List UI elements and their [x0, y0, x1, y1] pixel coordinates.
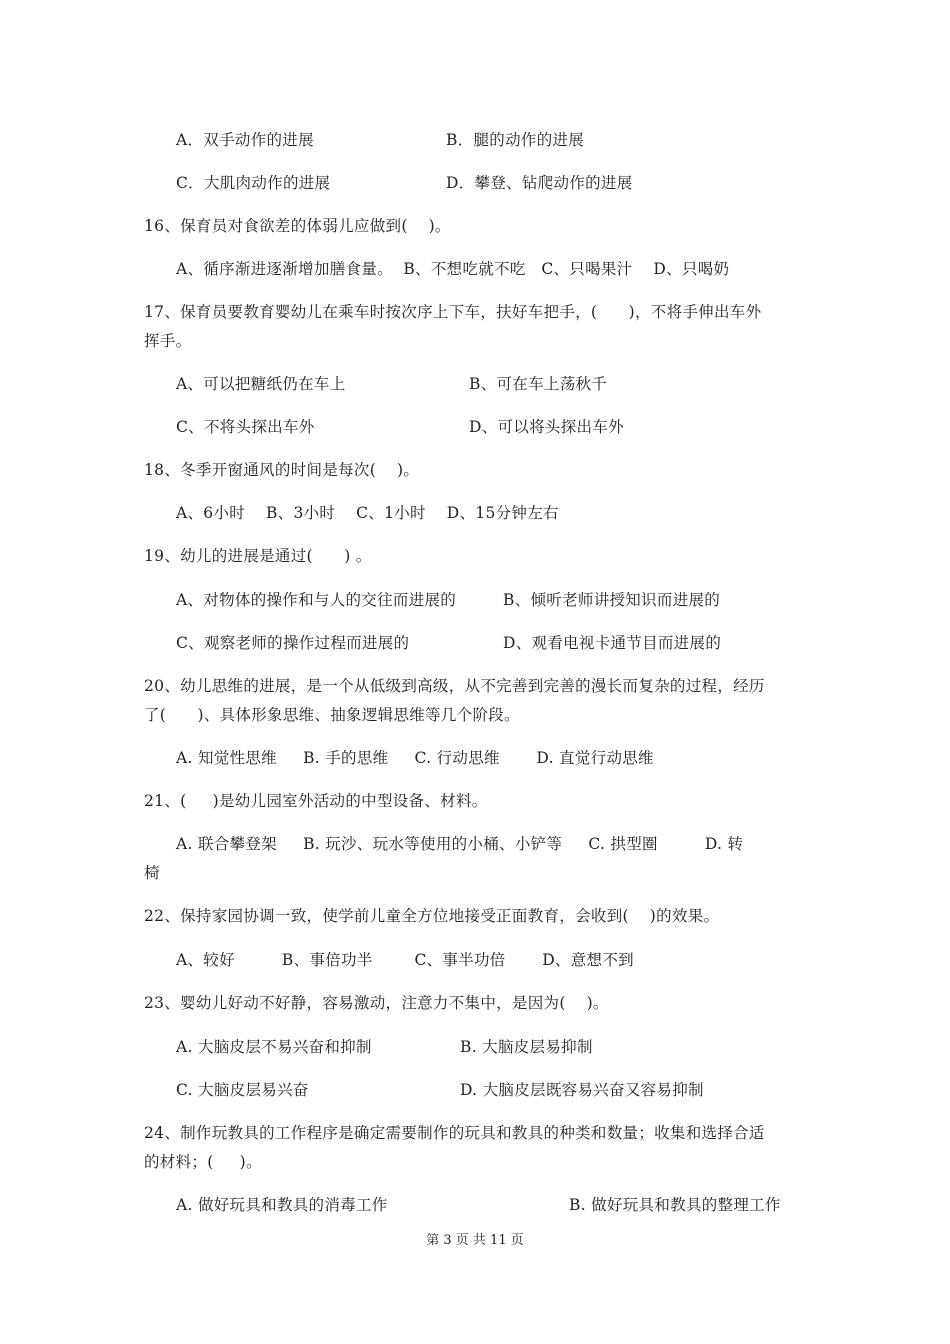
option-text: B. 做好玩具和教具的整理工作 — [569, 1196, 781, 1214]
option-text: B、可在车上荡秋千 — [469, 375, 608, 393]
option-text: B. 大脑皮层易抑制 — [460, 1038, 593, 1056]
option-text: A. 做好玩具和教具的消毒工作 — [176, 1196, 388, 1214]
option-text: C、不将头探出车外 — [176, 418, 315, 436]
question-text: 了( )、具体形象思维、抽象逻辑思维等几个阶段。 — [144, 706, 520, 724]
question-text: 22、保持家园协调一致，使学前儿童全方位地接受正面教育，会收到( )的效果。 — [144, 907, 720, 925]
page-footer: 第 3 页 共 11 页 — [426, 1233, 524, 1248]
option-text: B．腿的动作的进展 — [446, 131, 585, 149]
question-text: 20、幼儿思维的进展，是一个从低级到高级，从不完善到完善的漫长而复杂的过程，经历 — [144, 677, 765, 695]
option-text: D．攀登、钻爬动作的进展 — [446, 174, 633, 192]
question-text: 17、保育员要教育婴幼儿在乘车时按次序上下车，扶好车把手，( )，不将手伸出车外 — [144, 303, 762, 321]
option-text: A、较好 B、事倍功半 C、事半功倍 D、意想不到 — [176, 951, 634, 969]
option-text: A. 联合攀登架 B. 玩沙、玩水等使用的小桶、小铲等 C. 拱型圈 D. 转 — [176, 835, 744, 853]
option-text: A. 知觉性思维 B. 手的思维 C. 行动思维 D. 直觉行动思维 — [176, 749, 654, 767]
option-text: A、对物体的操作和与人的交往而进展的 — [176, 591, 457, 609]
question-text: 18、冬季开窗通风的时间是每次( )。 — [144, 461, 420, 479]
option-text: C. 大脑皮层易兴奋 — [176, 1081, 309, 1099]
option-text: B、倾听老师讲授知识而进展的 — [503, 591, 721, 609]
option-text: A．双手动作的进展 — [176, 131, 314, 149]
question-text: 19、幼儿的进展是通过( ) 。 — [144, 547, 372, 565]
option-text: D、可以将头探出车外 — [469, 418, 624, 436]
option-text: C．大肌肉动作的进展 — [176, 174, 331, 192]
question-text: 23、婴幼儿好动不好静，容易激动，注意力不集中，是因为( )。 — [144, 994, 609, 1012]
question-text: 21、( )是幼儿园室外活动的中型设备、材料。 — [144, 792, 488, 810]
question-text: 椅 — [144, 864, 160, 882]
option-text: A、可以把糖纸仍在车上 — [176, 375, 346, 393]
question-text: 24、制作玩教具的工作程序是确定需要制作的玩具和教具的种类和数量；收集和选择合适 — [144, 1124, 765, 1142]
question-text: 的材料；( )。 — [144, 1153, 262, 1171]
question-text: 16、保育员对食欲差的体弱儿应做到( )。 — [144, 217, 451, 235]
option-text: A、6小时 B、3小时 C、1小时 D、15分钟左右 — [176, 504, 559, 522]
option-text: A、循序渐进逐渐增加膳食量。 B、不想吃就不吃 C、只喝果汁 D、只喝奶 — [176, 260, 730, 278]
question-text: 挥手。 — [144, 332, 192, 350]
option-text: C、观察老师的操作过程而进展的 — [176, 634, 410, 652]
option-text: D、观看电视卡通节目而进展的 — [503, 634, 722, 652]
option-text: D. 大脑皮层既容易兴奋又容易抑制 — [460, 1081, 704, 1099]
option-text: A. 大脑皮层不易兴奋和抑制 — [176, 1038, 372, 1056]
